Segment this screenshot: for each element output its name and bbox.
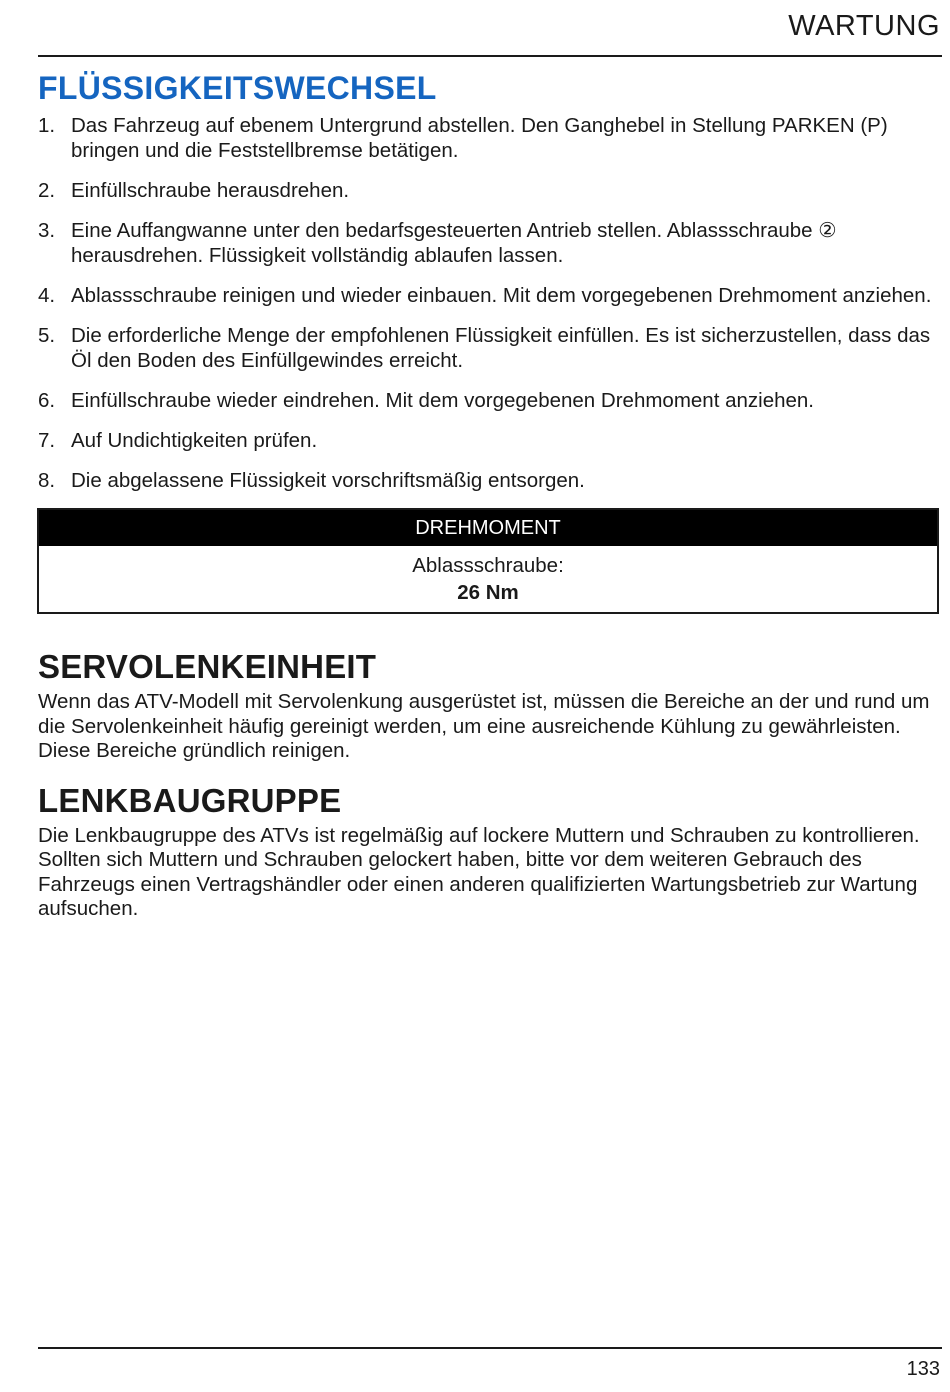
step-text: Einfüllschraube herausdrehen. bbox=[71, 179, 350, 202]
step-number: 3. bbox=[38, 219, 56, 242]
torque-table-header: DREHMOMENT bbox=[39, 510, 937, 546]
step-number: 4. bbox=[38, 284, 56, 307]
step-text: Die erforderliche Menge der empfohlenen Flüssigkeit einfüllen. Es ist sicherzustellen, dass das Öl den Boden des Einfüllgewindes erreicht. bbox=[71, 324, 931, 372]
step-text: Das Fahrzeug auf ebenem Untergrund abstellen. Den Ganghebel in Stellung PARKEN (P) bringen und die Feststellbremse betätigen. bbox=[71, 114, 888, 162]
fluid-change-steps bbox=[38, 113, 938, 493]
step-item bbox=[38, 218, 938, 268]
step-number: 1. bbox=[38, 114, 56, 137]
step-number: 6. bbox=[38, 389, 56, 412]
step-item bbox=[38, 388, 938, 413]
step-number: 5. bbox=[38, 324, 56, 347]
section-label: WARTUNG bbox=[788, 10, 940, 42]
step-text: Auf Undichtigkeiten prüfen. bbox=[71, 429, 318, 452]
step-item bbox=[38, 113, 938, 163]
step-text: Die abgelassene Flüssigkeit vorschriftsmäßig entsorgen. bbox=[71, 469, 585, 492]
power-steering-title: SERVOLENKEINHEIT bbox=[38, 648, 377, 685]
step-number: 7. bbox=[38, 429, 56, 452]
torque-label: Ablassschraube: bbox=[412, 554, 564, 577]
power-steering-text: Wenn das ATV-Modell mit Servolenkung ausgerüstet ist, müssen die Bereiche an der und rund um die Servolenkeinheit häufig gereinigt werden, um eine ausreichende Kühlung zu gewährleisten. Diese Bereiche gründlich reinigen. bbox=[38, 690, 930, 762]
page-content bbox=[38, 70, 938, 922]
footer-divider bbox=[38, 1347, 942, 1349]
fluid-change-title: FLÜSSIGKEITSWECHSEL bbox=[38, 70, 437, 106]
step-item bbox=[38, 468, 938, 493]
step-number: 8. bbox=[38, 469, 56, 492]
steering-assembly-text: Die Lenkbaugruppe des ATVs ist regelmäßig auf lockere Muttern und Schrauben zu kontrollieren. Sollten sich Muttern und Schrauben gelockert haben, bitte vor dem weiteren Gebrauch des Fahrzeugs einen Vertragshändler oder einen anderen qualifizierten Wartungsbetrieb zur Wartung aufsuchen. bbox=[38, 823, 920, 920]
step-text: Einfüllschraube wieder eindrehen. Mit dem vorgegebenen Drehmoment anziehen. bbox=[71, 389, 814, 412]
torque-value: 26 Nm bbox=[457, 581, 519, 604]
step-text: Eine Auffangwanne unter den bedarfsgesteuerten Antrieb stellen. Ablassschraube ② herausdrehen. Flüssigkeit vollständig ablaufen lassen. bbox=[71, 219, 837, 267]
step-item bbox=[38, 178, 938, 203]
step-number: 2. bbox=[38, 179, 56, 202]
torque-table bbox=[37, 508, 939, 614]
step-item bbox=[38, 323, 938, 373]
step-item bbox=[38, 428, 938, 453]
header-divider bbox=[38, 55, 942, 57]
step-text: Ablassschraube reinigen und wieder einbauen. Mit dem vorgegebenen Drehmoment anziehen. bbox=[71, 284, 932, 307]
steering-assembly-title: LENKBAUGRUPPE bbox=[38, 781, 342, 819]
page-number: 133 bbox=[906, 1358, 940, 1380]
torque-table-body bbox=[39, 546, 937, 612]
step-item bbox=[38, 283, 938, 308]
